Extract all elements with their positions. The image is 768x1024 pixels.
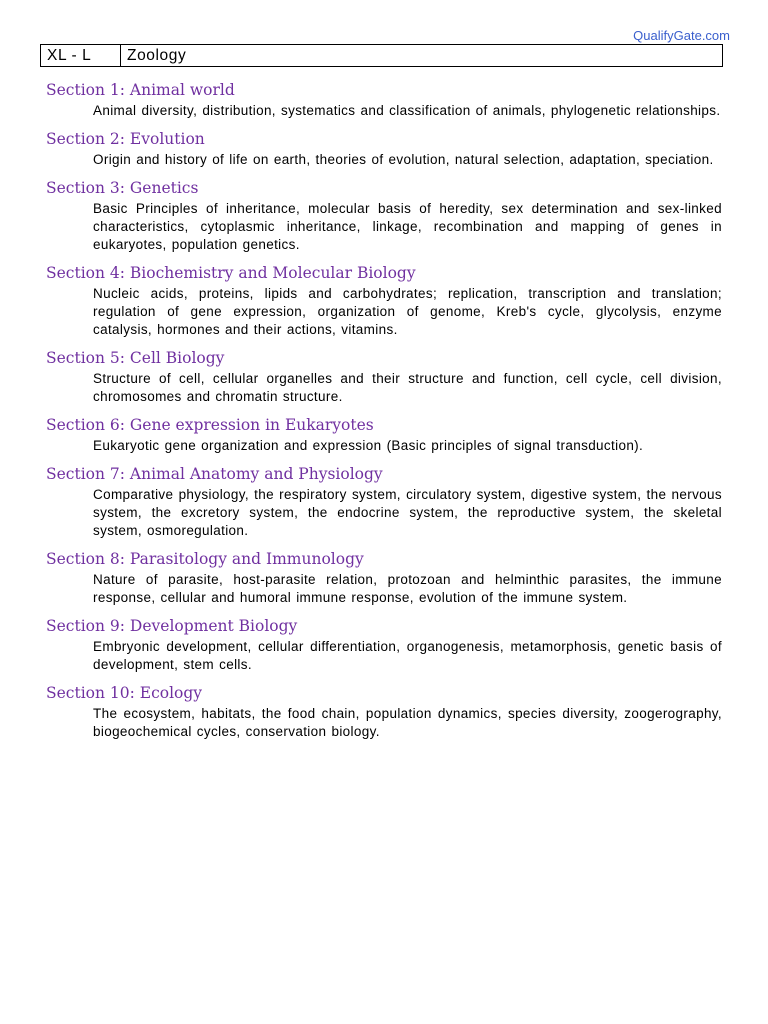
section-body: Animal diversity, distribution, systematics and classification of animals, phylogenetic relationships. xyxy=(93,103,721,118)
section-title: Section 5: Cell Biology xyxy=(46,349,225,367)
section-body: Origin and history of life on earth, theories of evolution, natural selection, adaptation, speciation. xyxy=(93,152,714,167)
section-body: Nucleic acids, proteins, lipids and carbohydrates; replication, transcription and translation; regulation of gene expression, organization of genome, Kreb's cycle, glycolysis, enzyme catalysis, hormones and their actions, vitamins. xyxy=(93,286,722,337)
section-4 xyxy=(46,263,722,339)
section-title: Section 8: Parasitology and Immunology xyxy=(46,550,364,568)
section-body: Comparative physiology, the respiratory system, circulatory system, digestive system, the nervous system, the excretory system, the endocrine system, the reproductive system, the skeletal system, osmoregulation. xyxy=(93,487,722,538)
section-10 xyxy=(46,683,722,741)
section-body: Structure of cell, cellular organelles and their structure and function, cell cycle, cell division, chromosomes and chromatin structure. xyxy=(93,371,722,404)
section-6 xyxy=(46,415,722,455)
section-2 xyxy=(46,129,722,169)
section-body: Embryonic development, cellular differentiation, organogenesis, metamorphosis, genetic basis of development, stem cells. xyxy=(93,639,722,672)
section-3 xyxy=(46,178,722,254)
section-title: Section 6: Gene expression in Eukaryotes xyxy=(46,416,374,434)
section-body: Nature of parasite, host-parasite relation, protozoan and helminthic parasites, the immune response, cellular and humoral immune response, evolution of the immune system. xyxy=(93,572,722,605)
section-body: Eukaryotic gene organization and expression (Basic principles of signal transduction). xyxy=(93,438,644,453)
paper-subject: Zoology xyxy=(127,46,187,64)
section-title: Section 4: Biochemistry and Molecular Biology xyxy=(46,264,416,282)
watermark: QualifyGate.com xyxy=(633,28,730,43)
section-title: Section 7: Animal Anatomy and Physiology xyxy=(46,465,383,483)
section-title: Section 1: Animal world xyxy=(46,81,235,99)
syllabus-sections xyxy=(46,80,722,750)
section-1 xyxy=(46,80,722,120)
section-title: Section 9: Development Biology xyxy=(46,617,298,635)
section-5 xyxy=(46,348,722,406)
subject-header-table xyxy=(40,44,723,67)
section-title: Section 3: Genetics xyxy=(46,179,199,197)
section-8 xyxy=(46,549,722,607)
paper-code: XL - L xyxy=(41,45,121,66)
section-7 xyxy=(46,464,722,540)
section-body: The ecosystem, habitats, the food chain, population dynamics, species diversity, zoogerography, biogeochemical cycles, conservation biology. xyxy=(93,706,722,739)
section-title: Section 2: Evolution xyxy=(46,130,205,148)
section-body: Basic Principles of inheritance, molecular basis of heredity, sex determination and sex-linked characteristics, cytoplasmic inheritance, linkage, recombination and mapping of genes in eukaryotes, population genetics. xyxy=(93,201,722,252)
section-9 xyxy=(46,616,722,674)
section-title: Section 10: Ecology xyxy=(46,684,203,702)
